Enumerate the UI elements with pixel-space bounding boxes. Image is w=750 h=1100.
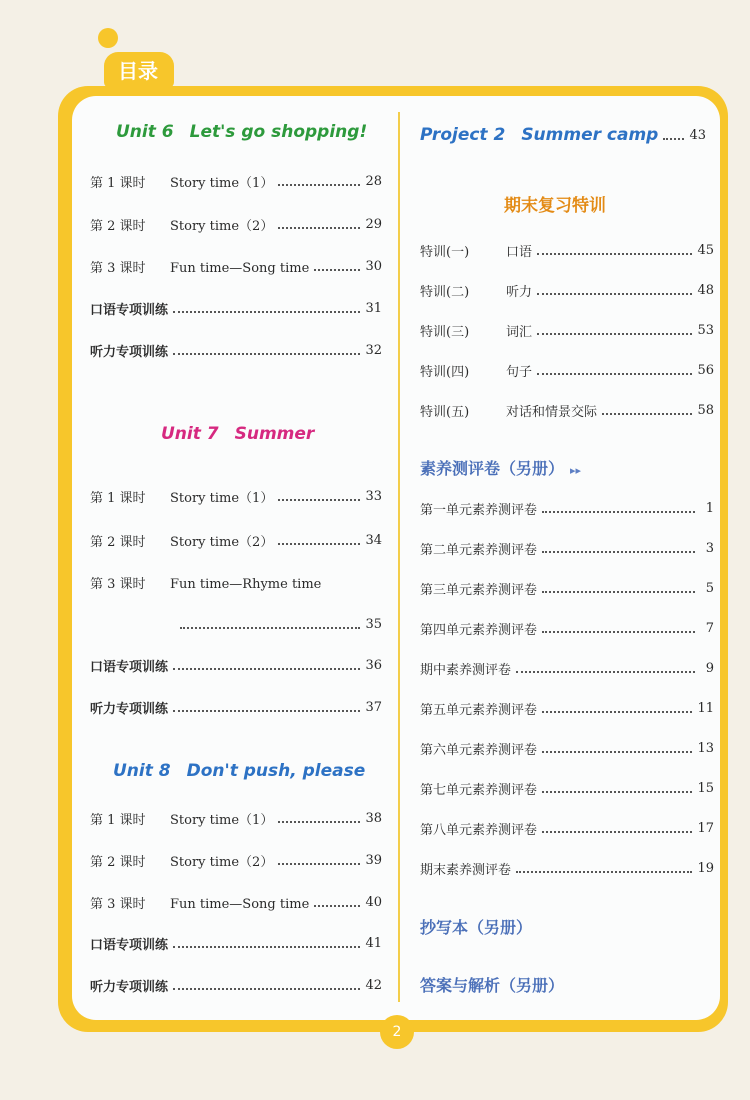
dot-leader (537, 372, 692, 375)
toc-entry[interactable] (420, 537, 714, 559)
entry-title: 口语专项训练 (90, 659, 169, 675)
dot-leader (180, 626, 360, 629)
drill-topic: 对话和情景交际 (506, 404, 598, 420)
toc-entry[interactable] (420, 657, 714, 679)
page-ref: 33 (365, 488, 382, 504)
page-ref: 19 (697, 860, 714, 876)
toc-entry[interactable] (420, 359, 714, 381)
page-ref: 31 (365, 300, 382, 316)
unit7-number: Unit 7 (161, 424, 219, 444)
dot-leader (278, 542, 360, 545)
entry-title: 期末素养测评卷 (420, 862, 512, 878)
final-review-heading[interactable]: 期末复习特训 (504, 196, 606, 216)
page-ref: 1 (705, 500, 714, 516)
dot-leader (663, 137, 684, 140)
dot-leader (173, 945, 360, 948)
answers-heading[interactable]: 答案与解析（另册） (420, 976, 565, 995)
entry-title: Story time（2） (170, 854, 274, 870)
drill-label: 特训(四) (420, 364, 470, 380)
toc-entry[interactable] (90, 974, 382, 996)
drill-topic: 听力 (506, 284, 533, 300)
toc-entry[interactable] (90, 297, 382, 319)
entry-title: Story time（2） (170, 218, 274, 234)
dot-leader (516, 670, 695, 673)
dot-leader (278, 862, 360, 865)
page-ref: 28 (365, 173, 382, 189)
dot-leader (173, 987, 360, 990)
entry-title: 口语专项训练 (90, 937, 169, 953)
entry-title: 口语专项训练 (90, 302, 169, 318)
toc-entry[interactable] (90, 807, 382, 829)
toc-entry[interactable] (90, 485, 382, 507)
toc-entry[interactable] (420, 497, 714, 519)
entry-title: 期中素养测评卷 (420, 662, 512, 678)
unit7-title: Summer (234, 424, 315, 444)
entry-title: Story time（1） (170, 812, 274, 828)
entry-title: 第二单元素养测评卷 (420, 542, 538, 558)
lesson-label: 第 2 课时 (90, 854, 146, 870)
dot-leader (173, 310, 360, 313)
page-ref: 13 (697, 740, 714, 756)
dot-leader (314, 268, 360, 271)
entry-title: Fun time—Song time (170, 260, 310, 276)
page-ref: 36 (365, 657, 382, 673)
toc-entry[interactable] (420, 697, 714, 719)
dot-leader (173, 667, 360, 670)
dot-leader (542, 630, 695, 633)
entry-title: 第五单元素养测评卷 (420, 702, 538, 718)
lesson-label: 第 1 课时 (90, 490, 146, 506)
toc-entry[interactable] (420, 279, 714, 301)
dot-leader (537, 252, 692, 255)
dot-leader (542, 710, 692, 713)
double-arrow-icon: ▸▸ (570, 464, 582, 477)
entry-title: Fun time—Song time (170, 896, 310, 912)
toc-entry[interactable] (90, 213, 382, 235)
project-title: Summer camp (521, 125, 659, 145)
entry-title: 第三单元素养测评卷 (420, 582, 538, 598)
page-ref: 37 (365, 699, 382, 715)
lesson-label: 第 2 课时 (90, 218, 146, 234)
project2-entry[interactable] (420, 123, 706, 147)
dot-leader (314, 904, 360, 907)
unit6-title: Let's go shopping! (189, 122, 368, 142)
dot-leader (537, 292, 692, 295)
page-ref: 17 (697, 820, 714, 836)
dot-leader (542, 750, 692, 753)
drill-topic: 词汇 (506, 324, 533, 340)
page-ref: 45 (697, 242, 714, 258)
toc-entry[interactable] (420, 777, 714, 799)
page-ref: 41 (365, 935, 382, 951)
page-ref: 5 (705, 580, 714, 596)
drill-label: 特训(一) (420, 244, 470, 260)
dot-leader (542, 550, 695, 553)
page-ref: 35 (365, 616, 382, 632)
toc-entry[interactable] (420, 239, 714, 261)
page-ref: 30 (365, 258, 382, 274)
page-ref: 32 (365, 342, 382, 358)
lesson-label: 第 2 课时 (90, 534, 146, 550)
page-ref: 39 (365, 852, 382, 868)
unit8-title: Don't push, please (186, 761, 366, 781)
entry-title: 听力专项训练 (90, 701, 169, 717)
toc-entry[interactable] (420, 617, 714, 639)
lesson-label: 第 3 课时 (90, 576, 146, 592)
page-ref: 38 (365, 810, 382, 826)
entry-title: 第七单元素养测评卷 (420, 782, 538, 798)
entry-title: 听力专项训练 (90, 979, 169, 995)
toc-entry[interactable] (420, 399, 714, 421)
dot-leader (173, 352, 360, 355)
toc-entry[interactable] (90, 891, 382, 913)
dot-leader (602, 412, 692, 415)
toc-entry[interactable] (420, 857, 714, 879)
drill-topic: 句子 (506, 364, 533, 380)
dot-leader (542, 830, 692, 833)
toc-entry[interactable] (90, 696, 382, 718)
entry-title: Story time（1） (170, 175, 274, 191)
dot-leader (278, 498, 360, 501)
toc-entry[interactable] (90, 849, 382, 871)
page-number: 2 (380, 1015, 414, 1049)
toc-entry[interactable] (420, 319, 714, 341)
assessment-heading[interactable] (420, 456, 581, 479)
page-ref: 15 (697, 780, 714, 796)
entry-title: Fun time—Rhyme time (170, 576, 322, 592)
dot-leader (173, 709, 360, 712)
page-ref: 9 (705, 660, 714, 676)
dot-leader (278, 820, 360, 823)
toc-entry-continuation[interactable] (180, 613, 382, 635)
toc-tab-label: 目录 (118, 59, 158, 83)
toc-entry[interactable] (90, 255, 382, 277)
column-divider (398, 112, 400, 1002)
toc-entry[interactable] (420, 817, 714, 839)
drill-topic: 口语 (506, 244, 533, 260)
page-ref: 3 (705, 540, 714, 556)
entry-title: Story time（1） (170, 490, 274, 506)
toc-entry[interactable] (420, 737, 714, 759)
toc-entry[interactable] (90, 654, 382, 676)
unit8-heading[interactable] (113, 761, 365, 781)
page-ref: 34 (365, 532, 382, 548)
lesson-label: 第 1 课时 (90, 812, 146, 828)
page-ref: 42 (365, 977, 382, 993)
drill-label: 特训(五) (420, 404, 470, 420)
page-ref: 29 (365, 216, 382, 232)
entry-title: 第一单元素养测评卷 (420, 502, 538, 518)
unit6-heading[interactable] (116, 122, 367, 142)
unit8-number: Unit 8 (113, 761, 171, 781)
dot-leader (542, 790, 692, 793)
page-ref: 58 (697, 402, 714, 418)
tab-ornament (98, 28, 118, 48)
entry-title: 第四单元素养测评卷 (420, 622, 538, 638)
drill-label: 特训(二) (420, 284, 470, 300)
lesson-label: 第 1 课时 (90, 175, 146, 191)
page-ref: 56 (697, 362, 714, 378)
dot-leader (542, 510, 695, 513)
page-ref: 43 (689, 127, 706, 143)
page-ref: 11 (697, 700, 714, 716)
toc-entry-label[interactable] (90, 571, 382, 593)
toc-entry[interactable] (90, 529, 382, 551)
project-number: Project 2 (420, 125, 506, 145)
toc-entry[interactable] (420, 577, 714, 599)
dot-leader (542, 590, 695, 593)
entry-title: Story time（2） (170, 534, 274, 550)
dot-leader (278, 226, 360, 229)
page-ref: 53 (697, 322, 714, 338)
toc-entry[interactable] (90, 339, 382, 361)
assessment-title: 素养测评卷（另册） (420, 459, 565, 478)
page-ref: 7 (705, 620, 714, 636)
dot-leader (278, 183, 360, 186)
dot-leader (516, 870, 692, 873)
page-ref: 40 (365, 894, 382, 910)
drill-label: 特训(三) (420, 324, 470, 340)
lesson-label: 第 3 课时 (90, 260, 146, 276)
entry-title: 第六单元素养测评卷 (420, 742, 538, 758)
toc-entry[interactable] (90, 932, 382, 954)
page-ref: 48 (697, 282, 714, 298)
copybook-heading[interactable]: 抄写本（另册） (420, 918, 533, 937)
lesson-label: 第 3 课时 (90, 896, 146, 912)
dot-leader (537, 332, 692, 335)
entry-title: 第八单元素养测评卷 (420, 822, 538, 838)
toc-entry[interactable] (90, 170, 382, 192)
unit7-heading[interactable] (161, 424, 314, 444)
unit6-number: Unit 6 (116, 122, 174, 142)
entry-title: 听力专项训练 (90, 344, 169, 360)
